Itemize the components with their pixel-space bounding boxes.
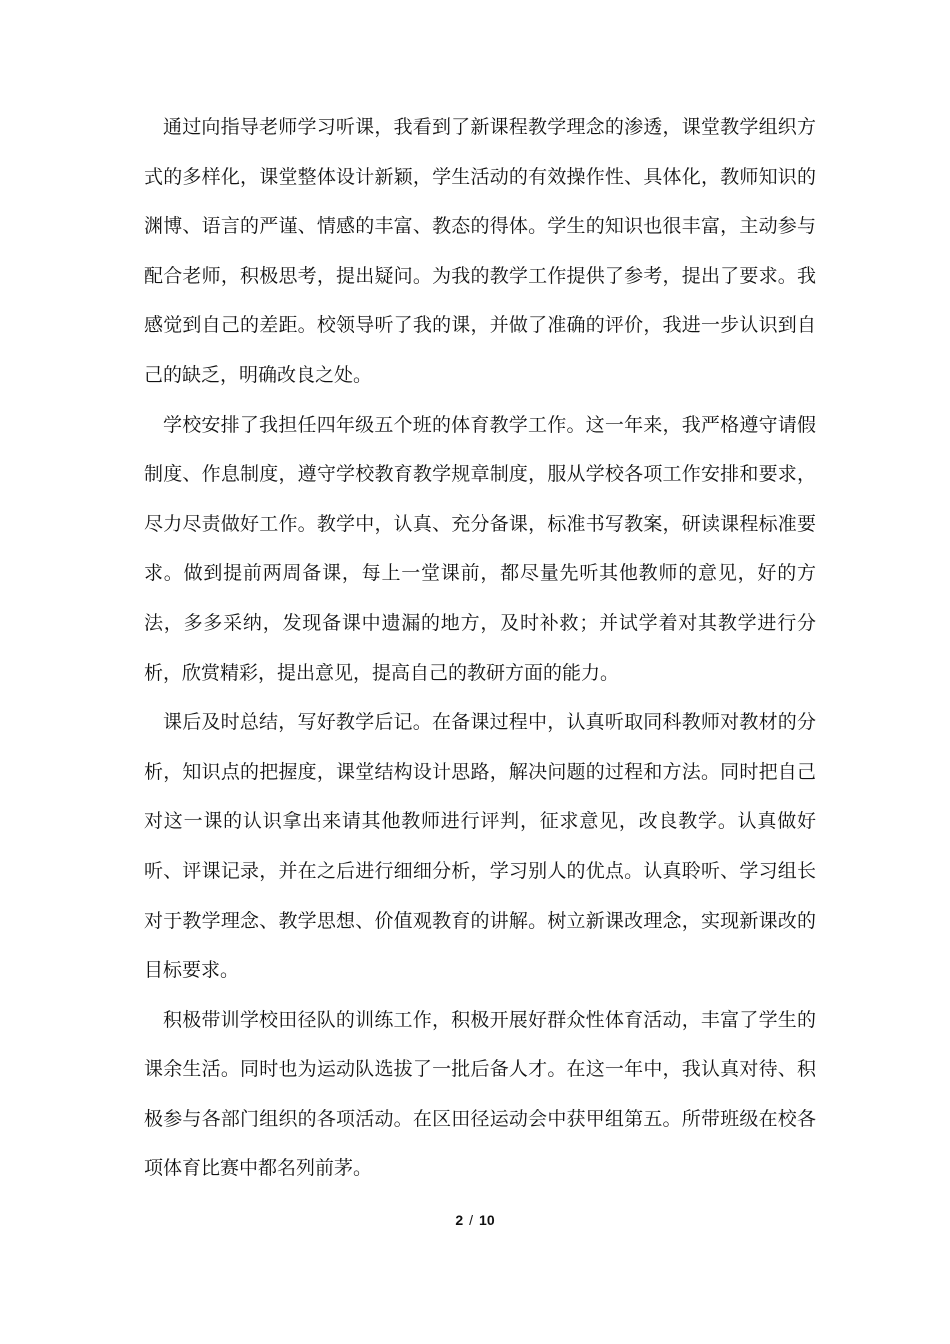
page-number [0,1212,950,1228]
paragraph-4: 积极带训学校田径队的训练工作，积极开展好群众性体育活动，丰富了学生的课余生活。同时也为运动队选拔了一批后备人才。在这一年中，我认真对待、积极参与各部门组织的各项活动。在区田径运动会中获甲组第五。所带班级在校各项体育比赛中都名列前茅。 [144,1008,816,1180]
total-pages-number: 10 [479,1212,495,1228]
paragraph-3: 课后及时总结，写好教学后记。在备课过程中，认真听取同科教师对教材的分析，知识点的把握度，课堂结构设计思路，解决问题的过程和方法。同时把自己对这一课的认识拿出来请其他教师进行评判，征求意见，改良教学。认真做好听、评课记录，并在之后进行细细分析，学习别人的优点。认真聆听、学习组长对于教学理念、教学思想、价值观教育的讲解。树立新课改理念，实现新课改的目标要求。 [144,711,816,982]
page-number-separator: / [469,1212,474,1228]
paragraph-1: 通过向指导老师学习听课，我看到了新课程教学理念的渗透，课堂教学组织方式的多样化，课堂整体设计新颖，学生活动的有效操作性、具体化，教师知识的渊博、语言的严谨、情感的丰富、教态的得体。学生的知识也很丰富，主动参与配合老师，积极思考，提出疑问。为我的教学工作提供了参考，提出了要求。我感觉到自己的差距。校领导听了我的课，并做了准确的评价，我进一步认识到自己的缺乏，明确改良之处。 [144,116,816,386]
paragraph-2: 学校安排了我担任四年级五个班的体育教学工作。这一年来，我严格遵守请假制度、作息制度，遵守学校教育教学规章制度，服从学校各项工作安排和要求，尽力尽责做好工作。教学中，认真、充分备课，标准书写教案，研读课程标准要求。做到提前两周备课，每上一堂课前，都尽量先听其他教师的意见，好的方法，多多采纳，发现备课中遗漏的地方，及时补救；并试学着对其教学进行分析，欣赏精彩，提出意见，提高自己的教研方面的能力。 [144,413,816,684]
document-body [144,103,816,1194]
current-page-number: 2 [455,1212,464,1228]
